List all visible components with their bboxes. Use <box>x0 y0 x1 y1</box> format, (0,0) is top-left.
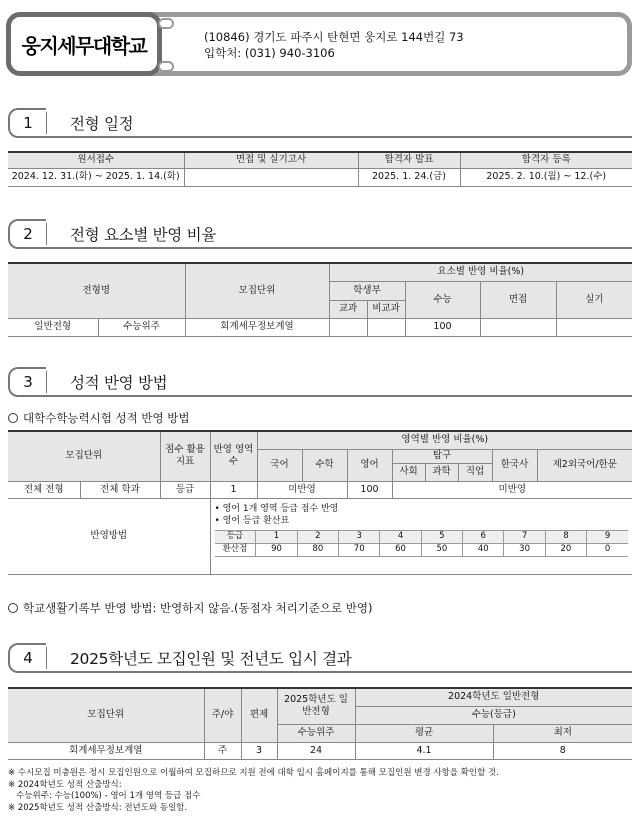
header-cell: 직업 <box>458 463 492 481</box>
table-cell: 2025. 2. 10.(월) ~ 12.(수) <box>460 168 632 186</box>
table-cell: 2025. 1. 24.(금) <box>358 168 460 186</box>
header-cell: 평균 <box>355 724 493 742</box>
grade-cell: 1 <box>256 530 297 543</box>
header-cell: 최저 <box>493 724 632 742</box>
score-cell: 20 <box>545 543 586 556</box>
section-2-heading <box>8 219 632 249</box>
grade-label: 등급 <box>215 530 256 543</box>
header-cell: 영어 <box>347 449 392 481</box>
header-cell: 모집단위 <box>185 263 329 318</box>
table-cell: 2024. 12. 31.(화) ~ 2025. 1. 14.(화) <box>8 168 184 186</box>
table-cell: 24 <box>277 742 355 759</box>
grade-cell: 8 <box>545 530 586 543</box>
header-cell: 모집단위 <box>8 688 204 742</box>
header-cell: 한국사 <box>492 449 537 481</box>
table-cell <box>367 318 405 336</box>
header-cell: 요소별 반영 비율(%) <box>329 263 632 281</box>
grade-conversion-table <box>215 530 629 557</box>
section-1-heading <box>8 108 632 138</box>
table-cell: 100 <box>347 481 392 498</box>
header-cell: 과학 <box>425 463 458 481</box>
header-cell: 면접 및 실기고사 <box>184 152 358 168</box>
school-logo-box <box>6 12 162 76</box>
score-cell: 40 <box>463 543 504 556</box>
header-cell: 점수 활용 지표 <box>160 431 210 481</box>
footnote: 수능위주: 수능(100%) - 영어 1개 영역 등급 점수 <box>8 791 201 801</box>
score-label: 환산점 <box>215 543 256 556</box>
section-title: 전형 일정 <box>70 115 134 133</box>
method-line: • 영어 1개 영역 등급 점수 반영 <box>214 503 339 514</box>
table-cell <box>480 318 556 336</box>
header-cell: 수학 <box>302 449 347 481</box>
header-cell: 편제 <box>241 688 277 742</box>
binder-ring-icon <box>158 18 174 29</box>
section-title: 전형 요소별 반영 비율 <box>70 226 216 244</box>
header-cell: 수능(등급) <box>355 706 632 724</box>
header-cell: 주/야 <box>204 688 241 742</box>
table-cell: 3 <box>241 742 277 759</box>
table-cell <box>184 168 358 186</box>
method-content <box>210 498 632 574</box>
header-cell: 수능 <box>405 281 480 318</box>
table-cell: 회계세무정보계열 <box>8 742 204 759</box>
header-cell: 영역별 반영 비율(%) <box>257 431 632 449</box>
section-number: 3 <box>8 367 46 397</box>
header-cell: 반영 영역수 <box>210 431 257 481</box>
section-title: 2025학년도 모집인원 및 전년도 입시 결과 <box>70 650 352 668</box>
contact-text: 입학처: (031) 940-3106 <box>204 46 335 60</box>
table-cell: 8 <box>493 742 632 759</box>
table-cell: 4.1 <box>355 742 493 759</box>
footnote: ※ 2025학년도 성적 산출방식: 전년도와 동일함. <box>8 802 188 813</box>
header-cell: 전형명 <box>8 263 185 318</box>
table-cell: 수능위주 <box>98 318 185 336</box>
table-cell: 100 <box>405 318 480 336</box>
header-cell: 원서접수 <box>8 152 184 168</box>
method-label: 반영방법 <box>8 498 210 574</box>
footnote: ※ 수시모집 미충원은 정시 모집인원으로 이월하여 모집하므로 지원 전에 대학 입시 홈페이지를 통해 모집인원 변경 사항을 확인할 것. <box>8 768 499 778</box>
schedule-table <box>8 151 632 187</box>
footnote: ※ 2024학년도 성적 산출방식: <box>8 779 122 790</box>
header-cell: 수능위주 <box>277 724 355 742</box>
table-cell: 전체 학과 <box>80 481 160 498</box>
grade-cell: 2 <box>297 530 338 543</box>
header-cell: 모집단위 <box>8 431 160 481</box>
score-cell: 0 <box>587 543 628 556</box>
section-4-heading <box>8 643 632 673</box>
table-cell: 미반영 <box>257 481 347 498</box>
results-table <box>8 687 632 760</box>
binder-ring-icon <box>158 61 174 72</box>
table-cell: 1 <box>210 481 257 498</box>
header-cell: 합격자 등록 <box>460 152 632 168</box>
header-cell: 2024학년도 일반전형 <box>355 688 632 706</box>
header-cell: 합격자 발표 <box>358 152 460 168</box>
table-cell: 등급 <box>160 481 210 498</box>
table-cell: 미반영 <box>392 481 632 498</box>
score-cell: 30 <box>504 543 545 556</box>
header-address-block <box>204 29 464 61</box>
grade-cell: 4 <box>380 530 421 543</box>
score-cell: 70 <box>339 543 380 556</box>
ratio-table <box>8 262 632 337</box>
circle-bullet-icon <box>8 413 18 423</box>
header-cell: 실기 <box>556 281 632 318</box>
method-line: • 영어 등급 환산표 <box>214 515 290 526</box>
header-cell: 2025학년도 일반전형 <box>277 688 355 724</box>
table-cell <box>556 318 632 336</box>
score-cell: 90 <box>256 543 297 556</box>
section-number: 4 <box>8 643 46 673</box>
header-cell: 사회 <box>392 463 425 481</box>
header-cell: 교과 <box>329 300 367 318</box>
section-3-heading <box>8 367 632 397</box>
grade-cell: 9 <box>587 530 628 543</box>
header-cell: 학생부 <box>329 281 405 300</box>
header-cell: 제2외국어/한문 <box>537 449 632 481</box>
table-cell: 일반전형 <box>8 318 98 336</box>
header-cell: 국어 <box>257 449 302 481</box>
table-cell: 전체 전형 <box>8 481 80 498</box>
section-number: 1 <box>8 108 46 138</box>
grade-cell: 7 <box>504 530 545 543</box>
grade-cell: 5 <box>421 530 462 543</box>
section-title: 성적 반영 방법 <box>70 374 168 392</box>
csat-subheading: 대학수학능력시험 성적 반영 방법 <box>8 410 190 426</box>
score-cell: 80 <box>297 543 338 556</box>
header-cell: 비교과 <box>367 300 405 318</box>
score-cell: 60 <box>380 543 421 556</box>
score-cell: 50 <box>421 543 462 556</box>
school-name: 웅지세무대학교 <box>21 33 147 58</box>
record-subheading: 학교생활기록부 반영 방법: 반영하지 않음.(동점자 처리기준으로 반영) <box>8 600 373 616</box>
grade-cell: 6 <box>463 530 504 543</box>
grade-cell: 3 <box>339 530 380 543</box>
csat-method-table <box>8 430 632 575</box>
table-cell: 주 <box>204 742 241 759</box>
section-number: 2 <box>8 219 46 249</box>
header-cell: 면접 <box>480 281 556 318</box>
table-cell: 회계세무정보계열 <box>185 318 329 336</box>
table-cell <box>329 318 367 336</box>
address-text: (10846) 경기도 파주시 탄현면 웅지로 144번길 73 <box>204 30 464 44</box>
circle-bullet-icon <box>8 603 18 613</box>
header-cell: 탐구 <box>392 449 492 463</box>
footnotes <box>8 768 499 814</box>
